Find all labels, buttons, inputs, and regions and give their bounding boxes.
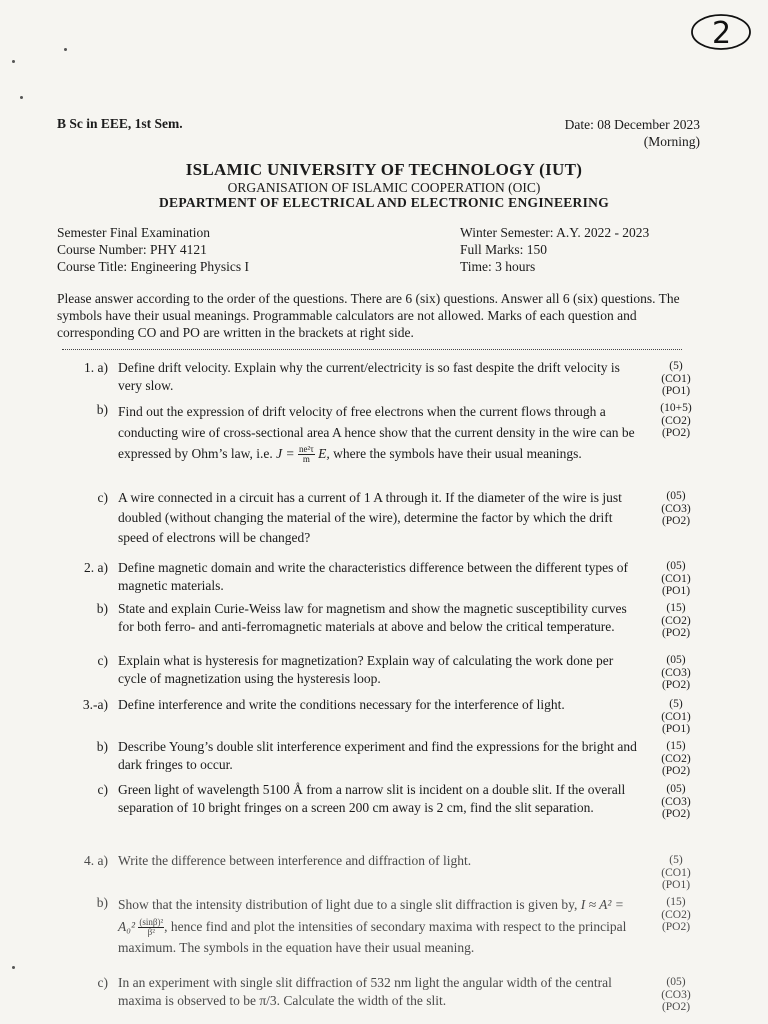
program-outcome: (PO2) (661, 679, 691, 691)
question-number: 1. a) (84, 360, 108, 375)
course-outcome: (CO3) (661, 795, 691, 808)
question-number: b) (96, 739, 108, 754)
marks-block (650, 560, 702, 598)
question-text: Explain what is hysteresis for magnetization? Explain way of calculating the work done per cycle of magnetization using the hysteresis loop. (118, 653, 614, 686)
marks-block (650, 360, 702, 398)
exam-session: (Morning) (643, 134, 700, 149)
program-outcome: (PO2) (661, 921, 691, 933)
marks: (05) (666, 560, 686, 572)
question-number: 3.-a) (82, 697, 108, 712)
question-text: Define drift velocity. Explain why the current/electricity is so fast despite the drift velocity is very slow. (118, 360, 620, 393)
marks-block (650, 896, 702, 934)
question-text-part: where the symbols have their usual meanings. (333, 446, 582, 461)
question-text: Green light of wavelength 5100 Å from a narrow slit is incident on a double slit. If the overall separation of 10 bright fringes on a screen 200 cm away is 2 cm, find the slit separation. (118, 782, 626, 815)
marks-block (650, 740, 702, 778)
course-outcome: (CO2) (661, 614, 691, 627)
question-number: c) (97, 782, 108, 797)
date-block (530, 116, 700, 150)
question-number: c) (97, 653, 108, 668)
formula-denominator: m (302, 454, 310, 465)
scan-speck (12, 966, 15, 969)
question-text-part: , hence find and plot the intensities of secondary maxima with respect to the principal maximum. The symbols in the equation have their usual meaning. (118, 918, 627, 955)
program-outcome: (PO1) (661, 385, 691, 397)
course-outcome: (CO2) (661, 752, 691, 765)
course-outcome: (CO1) (661, 572, 691, 585)
page-number-text: 2 (712, 16, 732, 51)
question-text: Write the difference between interference and diffraction of light. (118, 853, 472, 868)
formula-lhs: I ≈ A² = A₀² (118, 897, 624, 934)
question-text: Define interference and write the conditions necessary for the interference of light. (118, 697, 565, 712)
question-text: Define magnetic domain and write the characteristics difference between the different types of magnetic materials. (118, 560, 629, 593)
formula-numerator: (sinβ)² (139, 916, 164, 927)
exam-info-right (460, 224, 649, 275)
course-outcome: (CO1) (661, 710, 691, 723)
marks: (15) (666, 740, 686, 752)
course-outcome: (CO3) (661, 502, 691, 515)
university-name: ISLAMIC UNIVERSITY OF TECHNOLOGY (IUT) (185, 160, 583, 179)
instructions: Please answer according to the order of the questions. There are 6 (six) questions. Answer all 6 (six) questions. The symbols have their usual meanings. Programmable calculators are not allowed. Marks of each question and corresponding CO and PO are written in the brackets at right side. (57, 291, 680, 340)
question-number: 2. a) (84, 560, 108, 575)
marks-block (650, 402, 702, 440)
marks: (05) (666, 783, 686, 795)
formula-denominator: β² (147, 926, 155, 937)
marks-block (650, 783, 702, 821)
course-outcome: (CO1) (661, 372, 691, 385)
scan-speck (64, 48, 67, 51)
formula-j: J = (276, 446, 295, 461)
exam-type: Semester Final Examination (57, 225, 210, 240)
marks-block (650, 854, 702, 892)
course-outcome: (CO2) (661, 908, 691, 921)
program-outcome: (PO2) (661, 627, 691, 639)
question-number: c) (97, 975, 108, 990)
program-outcome: (PO2) (661, 1001, 691, 1013)
full-marks: Full Marks: 150 (460, 242, 548, 257)
marks-block (650, 976, 702, 1014)
course-number: Course Number: PHY 4121 (57, 242, 207, 257)
program-outcome: (PO2) (661, 515, 691, 527)
exam-date: Date: 08 December 2023 (564, 117, 700, 132)
course-title: Course Title: Engineering Physics I (57, 259, 249, 274)
marks: (10+5) (660, 402, 692, 414)
marks: (15) (666, 602, 686, 614)
question-text: In an experiment with single slit diffraction of 532 nm light the angular width of the central maxima is observed to be π/3. Calculate the width of the slit. (118, 975, 612, 1008)
course-outcome: (CO3) (661, 988, 691, 1001)
question-number: c) (97, 490, 108, 505)
handwritten-page-number (690, 12, 752, 52)
scan-speck (12, 60, 15, 63)
course-outcome: (CO2) (661, 414, 691, 427)
marks-block (650, 602, 702, 640)
course-outcome: (CO3) (661, 666, 691, 679)
question-number: b) (96, 601, 108, 616)
exam-time: Time: 3 hours (460, 259, 536, 274)
question-text: Describe Young’s double slit interference experiment and find the expressions for the bright and dark fringes to occur. (118, 739, 637, 772)
marks: (5) (669, 360, 683, 372)
question-text-part: Show that the intensity distribution of light due to a single slit diffraction is given by, (118, 897, 578, 912)
formula-numerator: ne²τ (298, 444, 314, 455)
question-number: b) (96, 402, 108, 417)
marks: (05) (666, 490, 686, 502)
marks: (5) (669, 698, 683, 710)
course-outcome: (CO1) (661, 866, 691, 879)
question-number: 4. a) (84, 853, 108, 868)
program-outcome: (PO2) (661, 808, 691, 820)
program-label: B Sc in EEE, 1st Sem. (57, 116, 183, 131)
marks-block (650, 654, 702, 692)
program-outcome: (PO1) (661, 723, 691, 735)
organisation-name: ORGANISATION OF ISLAMIC COOPERATION (OIC) (227, 180, 541, 195)
formula-fraction (298, 445, 315, 464)
program-outcome: (PO2) (661, 427, 691, 439)
program-outcome: (PO1) (661, 879, 691, 891)
question-text (118, 401, 643, 464)
department-name: DEPARTMENT OF ELECTRICAL AND ELECTRONIC ENGINEERING (158, 195, 610, 210)
question-text: State and explain Curie-Weiss law for magnetism and show the magnetic susceptibility curves for both ferro- and anti-ferromagnetic materials at above and below the critical temperature. (118, 601, 627, 634)
question-text (118, 894, 643, 959)
program-outcome: (PO1) (661, 585, 691, 597)
question-text-part: Find out the expression of drift velocity of free electrons when the current flows through a conducting wire of cross-sectional area A hence show that the current density in the wire can be expressed by Ohm’s law, i.e. (118, 404, 635, 461)
marks: (05) (666, 654, 686, 666)
formula-e: E, (318, 446, 330, 461)
marks-block (650, 490, 702, 528)
formula-fraction (138, 918, 164, 937)
question-number: b) (96, 895, 108, 910)
question-text: A wire connected in a circuit has a current of 1 A through it. If the diameter of the wire is just doubled (without changing the material of the wire), determine the factor by which the drift speed of electrons will be changed? (118, 490, 622, 545)
marks: (05) (666, 976, 686, 988)
marks: (5) (669, 854, 683, 866)
marks-block (650, 698, 702, 736)
scan-speck (20, 96, 23, 99)
exam-info-left (57, 224, 249, 275)
semester: Winter Semester: A.Y. 2022 - 2023 (460, 225, 650, 240)
marks: (15) (666, 896, 686, 908)
dotted-divider (62, 349, 682, 350)
program-outcome: (PO2) (661, 765, 691, 777)
